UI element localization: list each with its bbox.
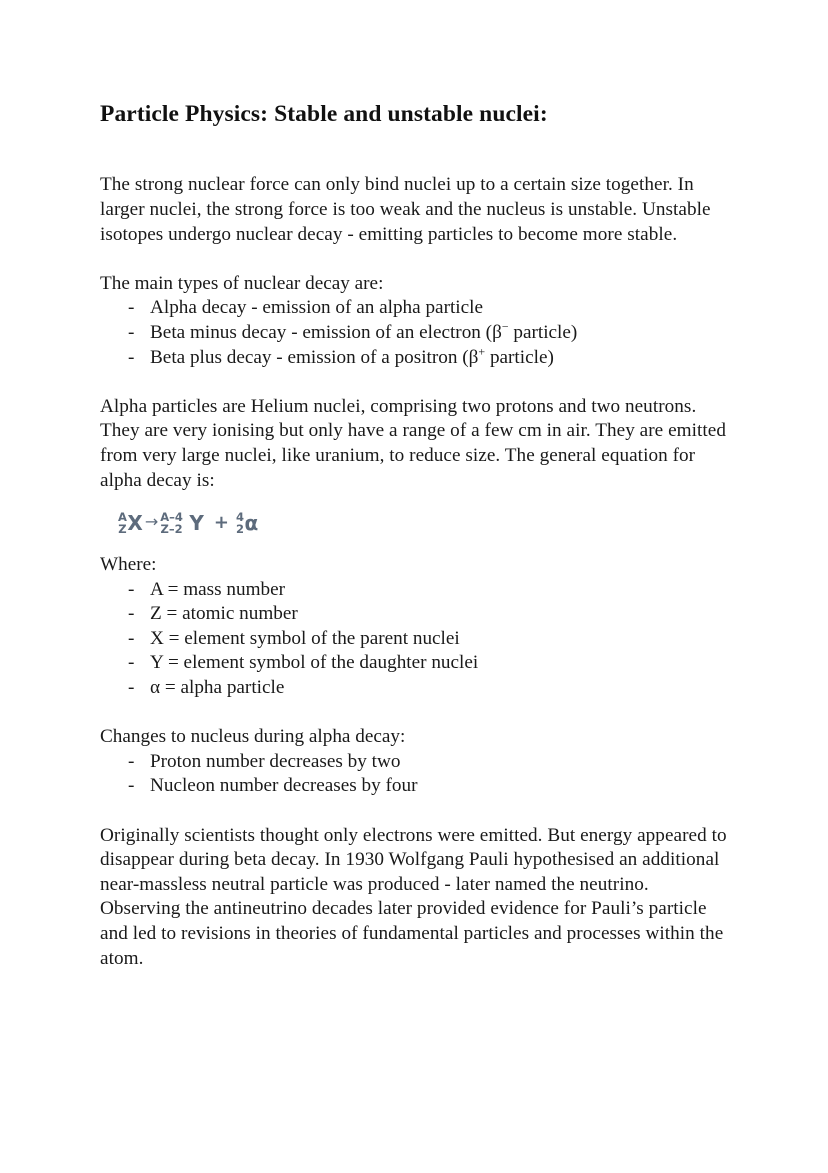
where-lead-in: Where: — [100, 554, 157, 576]
spacer — [100, 370, 728, 395]
yields-arrow-icon: → — [144, 512, 159, 532]
alpha-particle-symbol: α — [244, 511, 259, 536]
decay-types-lead-in: The main types of nuclear decay are: — [100, 272, 384, 294]
dash-marker: - — [128, 750, 135, 772]
list-item-label: Y = element symbol of the daughter nuclei — [150, 652, 479, 674]
where-list — [100, 578, 728, 701]
spacer — [100, 799, 728, 824]
list-item-label: α = alpha particle — [150, 677, 285, 699]
list-item-label: A = mass number — [150, 578, 285, 600]
list-item — [100, 602, 728, 627]
dash-marker: - — [128, 775, 135, 797]
list-item — [100, 296, 728, 321]
list-item — [100, 651, 728, 676]
paragraph-neutrino: Originally scientists thought only electrons were emitted. But energy appeared to disappear during beta decay. In 1930 Wolfgang Pauli hypothesised an additional near-massless neutral particle was produced - later named the neutrino. Observing the antineutrino decades later provided evidence for Pauli’s particle and led to revisions in theories of fundamental particles and processes within the atom. — [100, 824, 727, 969]
decay-types-list — [100, 296, 728, 370]
alpha-nuclide-numbers — [235, 509, 244, 536]
list-item-label-tail: particle) — [485, 346, 554, 368]
list-item-label: Beta plus decay - emission of a positron (β — [150, 346, 479, 368]
list-item — [100, 627, 728, 652]
dash-marker: - — [128, 346, 135, 368]
parent-element-symbol: X — [127, 511, 143, 536]
list-item-label: Proton number decreases by two — [150, 750, 401, 772]
list-item — [100, 346, 728, 371]
list-item — [100, 676, 728, 701]
alpha-atomic-number: 2 — [235, 521, 244, 536]
list-item-label: Beta minus decay - emission of an electron (β — [150, 321, 502, 343]
changes-lead-in: Changes to nucleus during alpha decay: — [100, 726, 406, 748]
list-item — [100, 578, 728, 603]
beta-plus-superscript: + — [478, 344, 486, 359]
dash-marker: - — [128, 627, 135, 649]
list-item-label-tail: particle) — [508, 321, 578, 343]
parent-nuclide-numbers — [118, 509, 127, 536]
list-item-label: Z = atomic number — [150, 603, 298, 625]
daughter-element-symbol: Y — [189, 511, 204, 536]
equation-content — [118, 511, 258, 535]
dash-marker: - — [128, 578, 135, 600]
dash-marker: - — [128, 297, 135, 319]
dash-marker: - — [128, 321, 135, 343]
paragraph-intro: The strong nuclear force can only bind nuclei up to a certain size together. In larger nuclei, the strong force is too weak and the nucleus is unstable. Unstable isotopes undergo nuclear decay - emitting particles to become more stable. — [100, 174, 711, 245]
parent-mass-number: A — [118, 509, 127, 524]
alpha-decay-equation — [100, 493, 728, 553]
alpha-mass-number: 4 — [235, 509, 244, 524]
list-item-label: X = element symbol of the parent nuclei — [150, 627, 460, 649]
list-item — [100, 774, 728, 799]
spacer — [100, 701, 728, 726]
dash-marker: - — [128, 603, 135, 625]
list-item-label: Alpha decay - emission of an alpha particle — [150, 297, 483, 319]
daughter-atomic-number: Z–2 — [160, 521, 183, 536]
dash-marker: - — [128, 652, 135, 674]
parent-atomic-number: Z — [118, 521, 127, 536]
page-title: Particle Physics: Stable and unstable nuclei: — [100, 101, 548, 127]
plus-operator: + — [213, 512, 229, 534]
list-item — [100, 750, 728, 775]
dash-marker: - — [128, 677, 135, 699]
changes-list — [100, 750, 728, 799]
list-item — [100, 321, 728, 346]
spacer — [100, 247, 728, 272]
paragraph-alpha-particles: Alpha particles are Helium nuclei, comprising two protons and two neutrons. They are very ionising but only have a range of a few cm in air. They are emitted from very large nuclei, like uranium, to reduce size. The general equation for alpha decay is: — [100, 395, 726, 491]
list-item-label: Nucleon number decreases by four — [150, 775, 418, 797]
beta-minus-superscript: − — [501, 319, 509, 334]
daughter-nuclide-numbers — [160, 509, 183, 536]
daughter-mass-number: A–4 — [160, 509, 183, 524]
